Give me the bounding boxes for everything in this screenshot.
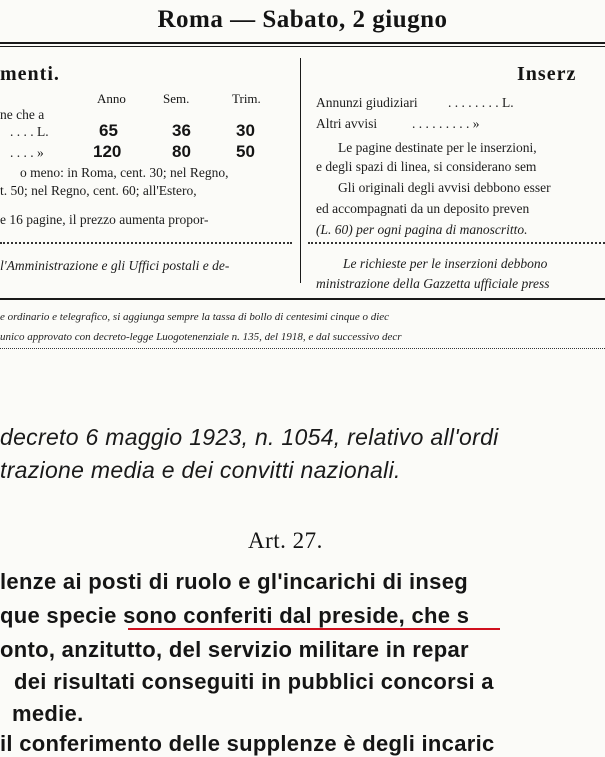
footnote-dotted-rule	[0, 348, 605, 349]
article-line-6: il conferimento delle supplenze è degli incaric	[0, 731, 495, 756]
abbonamenti-dotted-rule	[0, 242, 292, 244]
abbonamenti-title: menti.	[0, 63, 60, 85]
abbonamenti-intro: ne che a	[0, 107, 45, 122]
footnote-line2: unico approvato con decreto-legge Luogotenenziale n. 135, del 1918, e dal successivo decr	[0, 331, 402, 343]
ins-line5: (L. 60) per ogni pagina di manoscritto.	[316, 222, 528, 237]
col-header-anno: Anno	[97, 91, 126, 106]
article-line-5: medie.	[12, 701, 84, 726]
column-divider	[300, 58, 301, 283]
ins-line6: Le richieste per le inserzioni debbono	[343, 256, 548, 271]
ins-row1-label: Annunzi giudiziari	[316, 95, 418, 110]
row1-anno: 65	[99, 121, 118, 140]
inserzioni-title: Inserz	[517, 63, 577, 85]
ins-row2-label: Altri avvisi	[316, 116, 378, 131]
decree-line2: trazione media e dei convitti nazionali.	[0, 457, 401, 483]
row2-trim: 50	[236, 142, 255, 161]
ins-line4: ed accompagnati da un deposito preven	[316, 201, 530, 216]
abbonamenti-line4: l'Amministrazione e gli Uffici postali e de-	[0, 258, 230, 273]
inserzioni-dotted-rule	[308, 242, 605, 244]
ins-row2-leader: . . . . . . . . . »	[412, 116, 480, 131]
row1-leader: . . . . L.	[10, 124, 49, 139]
ins-line3: Gli originali degli avvisi debbono esser	[338, 180, 551, 195]
row1-trim: 30	[236, 121, 255, 140]
ins-line7: ministrazione della Gazzetta ufficiale press	[316, 276, 550, 291]
col-header-trim: Trim.	[232, 91, 261, 106]
article-line-1: lenze ai posti di ruolo e gl'incarichi di inseg	[0, 569, 468, 594]
abbonamenti-line3: e 16 pagine, il prezzo aumenta propor-	[0, 212, 209, 227]
row2-sem: 80	[172, 142, 191, 161]
article-heading: Art. 27.	[248, 528, 323, 553]
abbonamenti-line1: o meno: in Roma, cent. 30; nel Regno,	[20, 165, 229, 180]
header-rule-top	[0, 42, 605, 44]
row1-sem: 36	[172, 121, 191, 140]
footnote-rule-top	[0, 298, 605, 300]
article-line-4: dei risultati conseguiti in pubblici concorsi a	[14, 669, 494, 694]
footnote-line1: e ordinario e telegrafico, si aggiunga sempre la tassa di bollo di centesimi cinque o diec	[0, 311, 390, 323]
article-line-3: onto, anzitutto, del servizio militare in repar	[0, 637, 469, 662]
abbonamenti-line2: t. 50; nel Regno, cent. 60; all'Estero,	[0, 183, 197, 198]
ins-line2: e degli spazi di linea, si considerano sem	[316, 159, 537, 174]
header-rule-bottom	[0, 46, 605, 47]
decree-line1: decreto 6 maggio 1923, n. 1054, relativo all'ordi	[0, 424, 499, 450]
ins-row1-leader: . . . . . . . . L.	[448, 95, 514, 110]
row2-anno: 120	[93, 142, 122, 161]
article-line-2: que specie sono conferiti dal preside, che s	[0, 603, 470, 628]
highlight-underline	[128, 628, 500, 630]
ins-line1: Le pagine destinate per le inserzioni,	[338, 140, 537, 155]
row2-leader: . . . . »	[10, 145, 44, 160]
col-header-sem: Sem.	[163, 91, 190, 106]
page-header: Roma — Sabato, 2 giugno	[157, 6, 448, 33]
